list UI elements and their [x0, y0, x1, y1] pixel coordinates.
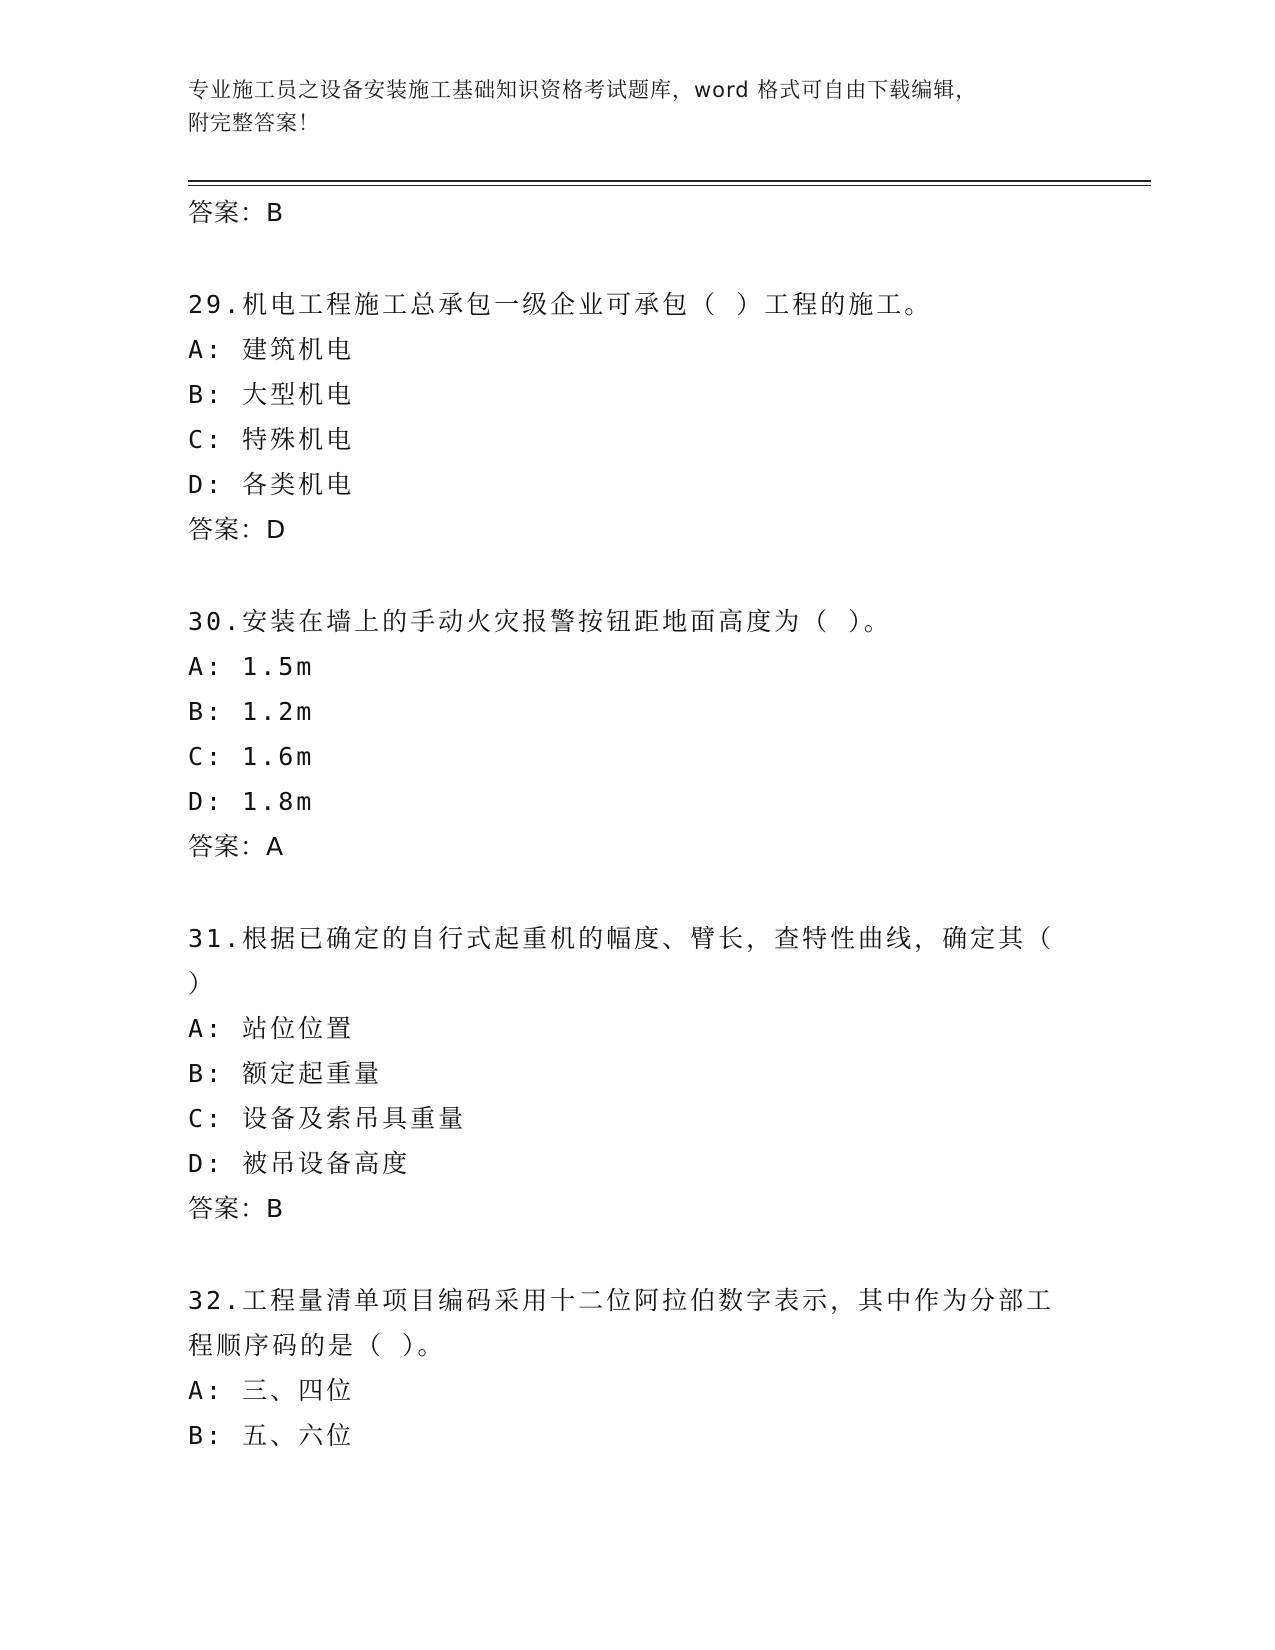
option-a: A: 站位位置 [188, 1014, 355, 1043]
option-d: D: 1.8m [188, 787, 315, 816]
document-header [188, 74, 1088, 140]
option-d: D: 各类机电 [188, 470, 355, 499]
question-stem: 30.安装在墙上的手动火灾报警按钮距地面高度为（ ）。 [188, 607, 892, 636]
question-32 [188, 1278, 1088, 1458]
option-a: A: 三、四位 [188, 1376, 355, 1405]
question-stem-line-1: 32.工程量清单项目编码采用十二位阿拉伯数字表示，其中作为分部工 [188, 1286, 1055, 1315]
option-c: C: 设备及索吊具重量 [188, 1104, 467, 1133]
question-stem-line-2: 程顺序码的是（ ）。 [188, 1331, 446, 1360]
option-b: B: 大型机电 [188, 380, 355, 409]
header-line-1: 专业施工员之设备安装施工基础知识资格考试题库，word 格式可自由下载编辑， [188, 78, 978, 102]
header-divider-thick [188, 180, 1151, 182]
option-c: C: 1.6m [188, 742, 315, 771]
option-a: A: 1.5m [188, 652, 315, 681]
option-a: A: 建筑机电 [188, 335, 355, 364]
option-d: D: 被吊设备高度 [188, 1149, 411, 1178]
header-line-2: 附完整答案！ [188, 111, 320, 135]
question-stem-line-2: ） [188, 969, 217, 998]
question-list [188, 190, 1088, 1458]
question-stem-line-1: 31.根据已确定的自行式起重机的幅度、臂长，查特性曲线，确定其（ [188, 924, 1055, 953]
option-b: B: 五、六位 [188, 1421, 355, 1450]
option-c: C: 特殊机电 [188, 425, 355, 454]
option-b: B: 额定起重量 [188, 1059, 383, 1088]
header-divider-thin [188, 185, 1151, 186]
answer-label: 答案：B [188, 198, 285, 227]
question-30 [188, 599, 1088, 869]
question-31 [188, 916, 1088, 1231]
option-b: B: 1.2m [188, 697, 315, 726]
question-29 [188, 282, 1088, 552]
answer-label: 答案：A [188, 832, 285, 861]
answer-label: 答案：B [188, 1194, 285, 1223]
question-stem: 29.机电工程施工总承包一级企业可承包（ ）工程的施工。 [188, 290, 933, 319]
answer-label: 答案：D [188, 515, 287, 544]
